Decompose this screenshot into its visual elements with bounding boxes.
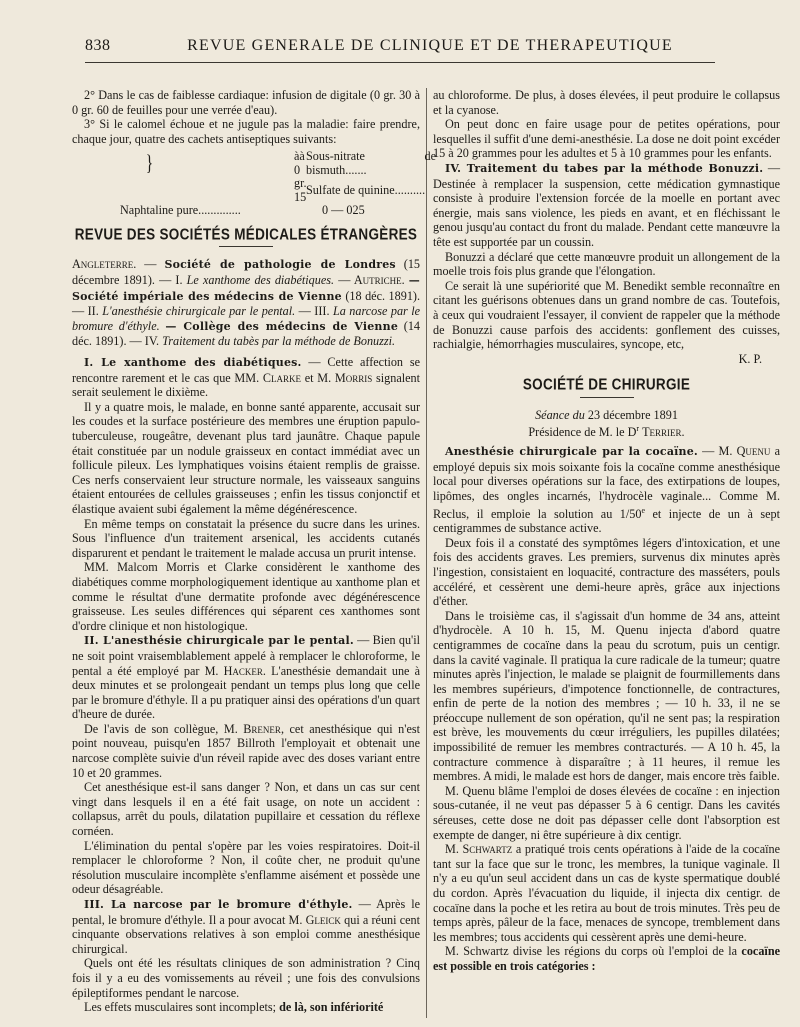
recipe-dose: àà 0 gr. 15 — [294, 149, 307, 204]
recipe-dose: 0 — 025 — [322, 203, 365, 218]
paragraph: De l'avis de son collègue, M. Brener, cet anesthésique qui n'est point nouveau, puisqu'en 1857 Billroth l'employait et obtenait une narcose complète suivie d'un réveil rapide avec des doses variant entre 10 et 20 grammes. — [72, 721, 420, 780]
paragraph: 3° Si le calomel échoue et ne jugule pas la maladie: faire prendre, chaque jour, quatre des cachets antiseptiques suivants: — [72, 117, 420, 146]
paragraph: IV. Traitement du tabes par la méthode Bonuzzi. — Destinée à remplacer la suspension, cette médication gymnastique consiste à produire l'extension forcée de la moelle en portant avec énergie, mais sans violence, les pieds en avant, et en fléchissant le genou jusqu'au contact du front du malade. Pendant cette manœuvre la tête est supportée par un coussin. — [433, 160, 780, 249]
paragraph: En même temps on constatait la présence du sucre dans les urines. Sous l'influence d'un traitement arsenical, les accidents cutanés disparurent et pendant le traitement le malade accusa un prurit intense. — [72, 516, 420, 560]
paragraph: Il y a quatre mois, le malade, en bonne santé apparente, accusait sur les coudes et la surface postérieure des membres une éruption papulo-tuberculeuse, rougeâtre, devenant plus tard jaunâtre. Chaque papule était constituée par un nodule graisseux en contact immédiat avec un follicule pileux. Les lymphatiques voisins étaient remplis de graisse. Ces nerfs conservaient leur structure normale, les vaisseaux sanguins étaient entourées de cellules graisseuses ; enfin les tissus conjonctif et élastique avaient subi également la même dégénérescence. — [72, 399, 420, 516]
presidency: Présidence de M. le $D^r$ Terrier. — [528, 424, 685, 440]
paragraph: au chloroforme. De plus, à doses élevées, il peut produire le collapsus et la cyanose. — [433, 88, 780, 117]
column-divider — [426, 88, 427, 1018]
paragraph: Bonuzzi a déclaré que cette manœuvre produit un allongement de la moelle trois fois plus grande que l'élongation. — [433, 249, 780, 279]
paragraph: Dans le troisième cas, il s'agissait d'un homme de 34 ans, atteint d'hydrocèle. A 10 h. 15, M. Quenu injecta d'abord quatre centigrammes de cocaïne dans la peau du scrotum, puis un centigr. dans la cavité vaginale. Il pratiqua la cure radicale de la tumeur; quatre minutes après l'injection, le malade se plaignit de fourmillements dans les membres supérieurs, d'impotence fonctionnelle, de contractures, enfin de perte de la notion des membres ; — 10 h. 33, il ne se préoccupe nullement de son opération, qu'il ne sent pas; la respiration est brève, les mouvements du cœur irréguliers, les pupilles dilatées; impossibilité de remuer les membres contracturés. — A 10 h. 45, la contracture commence à disparaître ; à 11 heures, il remue les membres. A midi, le malade est hors de danger, mais encore très faible. — [433, 608, 780, 784]
paragraph: M. Schwartz divise les régions du corps où l'emploi de la cocaïne est possible en trois catégories : — [433, 944, 781, 973]
paragraph: M. Schwartz a pratiqué trois cents opérations à l'aide de la cocaïne tant sur la face que sur le tronc, les membres, la tunique vaginale. Il n'y a eu qu'un seul accident dans un cas de kyste spermatique doublé du cordon. Après l'évacuation du liquide, il injecta dix centigr. de cocaïne dans la poche et les retira au bout de trois minutes. Très peu de temps après, pâleur de la face, menaces de syncope, tremblement dans les membres; tous accidents qui cessèrent après une demi-heure. — [433, 842, 781, 944]
paragraph: III. La narcose par le bromure d'éthyle. — Après le pental, le bromure d'éthyle. Il a pour avocat M. Gleick qui a réuni cent cinquante observations relatives à son emploi comme anesthésique chirurgical. — [72, 897, 421, 956]
running-title: REVUE GENERALE DE CLINIQUE ET DE THERAPEUTIQUE — [187, 37, 673, 54]
paragraph: 2° Dans le cas de faiblesse cardiaque: infusion de digitale (0 gr. 30 à 0 gr. 60 de feuilles pour une verrée d'eau). — [72, 88, 420, 117]
right-column — [433, 88, 780, 974]
paragraph: MM. Malcom Morris et Clarke considèrent le xanthome des diabétiques comme morphologiquement identique au xanthome plan et comme le résultat d'une dermatite profonde avec dégénérescence graisseuse. Les seules différences qui séparent ces xanthomes sont d'ordre clinique et non histologique. — [72, 560, 420, 633]
prescription-block — [120, 149, 436, 218]
paragraph: M. Quenu blâme l'emploi de doses élevées de cocaïne : en injection sous-cutanée, il ne veut pas dépasser 5 à 6 centigr. Dans les cavités séreuses, cette dose ne doit pas dépasser celle dont l'absorption est exempte de danger, ni être supérieure à dix centigr. — [433, 783, 780, 842]
header-rule — [85, 62, 715, 63]
recipe-item: Sulfate de quinine.......... — [306, 183, 426, 198]
paragraph: Cet anesthésique est-il sans danger ? Non, et dans un cas sur cent vingt dans lesquels il en a été fait usage, on note un accident : collapsus, arrêt du pouls, dilatation pupillaire et cessation du réflexe cornéen. — [72, 780, 420, 839]
paragraph: II. L'anesthésie chirurgicale par le pental. — Bien qu'il ne soit point vraisemblablement appelé à remplacer le chloroforme, le pental a été employé par M. Hacker. L'anesthésie demandait une à deux minutes et se prolongeait pendant un temps plus long que celle par le bromure d'éthyle. Il a pu pratiquer ainsi des opérations d'un quart d'heure de durée. — [72, 633, 421, 722]
section-title: SOCIÉTÉ DE CHIRURGIE — [522, 376, 691, 394]
session-date: Séance du 23 décembre 1891 — [535, 407, 678, 422]
page-header — [85, 37, 715, 61]
paragraph: Les effets musculaires sont incomplets; de là, son infériorité — [84, 1000, 384, 1015]
paragraph: L'élimination du pental s'opère par les voies respiratoires. Doit-il remplacer le chloroforme ? Non, il coûte cher, ne produit qu'une résolution musculaire incomplète s'enflamme aisément et possède une odeur désagréable. — [72, 838, 420, 897]
author-signature: K. P. — [738, 351, 762, 366]
paragraph: Ce serait là une supériorité que M. Benedikt semble reconnaître en citant les guérisons obtenues dans un grand nombre de cas. Toutefois, à ceux qui voudraient l'essayer, il convient de rappeler que la méthode de Bonuzzi cause parfois des accidents: gonflement des cuisses, rachialgie, hémorrhagies musculaires, syncope, etc, K. P. — [433, 278, 780, 366]
paragraph: I. Le xanthome des diabétiques. — Cette affection se rencontre rarement et le cas que MM. Clarke et M. Morris signalent serait seulement le dixième. — [72, 355, 421, 400]
section-rule — [580, 397, 634, 398]
section-rule — [219, 246, 273, 247]
recipe-item: Naphtaline pure.............. — [120, 203, 241, 218]
page-number: 838 — [85, 37, 111, 54]
paragraph: Quels ont été les résultats cliniques de son administration ? Cinq fois il y a eu des vomissements au réveil ; une fois des convulsions épileptiformes pendant le narcose. — [72, 956, 420, 1000]
recipe-item: Sous-nitrate de bismuth....... — [306, 149, 436, 177]
summary-paragraph: Angleterre. — Société de pathologie de Londres (15 décembre 1891). — I. Le xanthome des diabétiques. — Autriche. — Société impériale des médecins de Vienne (18 déc. 1891). — II. L'anesthésie chirurgicale par le pental. — III. La narcose par le bromure d'éthyle. — Collège des médecins de Vienne (14 déc. 1891). — IV. Traitement du tabès par la méthode de Bonuzzi. — [72, 257, 421, 349]
paragraph: Deux fois il a constaté des symptômes légers d'intoxication, et une fois des accidents graves. Les premiers, survenus dix minutes après l'ingestion, consistaient en loquacité, contracture des masséters, pouls accéléré, et cessèrent une demi-heure après, grâce aux injections d'éther. — [433, 535, 780, 609]
paragraph: On peut donc en faire usage pour de petites opérations, pour lesquelles il suffit d'une demi-anesthésie. La dose ne doit point excéder 15 à 20 grammes pour les adultes et 5 à 10 grammes pour les enfants. — [433, 117, 780, 161]
paragraph: Anesthésie chirurgicale par la cocaïne. — M. Quenu a employé depuis six mois soixante fois la cocaïne comme anesthésique local pour diverses opérations sur la face, des extirpations de loupes, lipômes, des ongles incarnés, l'hydrocèle vaginale... Comme M. Reclus, il emploie la solution au 1/50e et injecte de un à sept centigrammes de substance active. — [433, 444, 781, 536]
left-column — [72, 88, 436, 1015]
section-title: REVUE DES SOCIÉTÉS MÉDICALES ÉTRANGÈRES — [74, 225, 418, 243]
brace-glyph: } — [145, 150, 154, 176]
